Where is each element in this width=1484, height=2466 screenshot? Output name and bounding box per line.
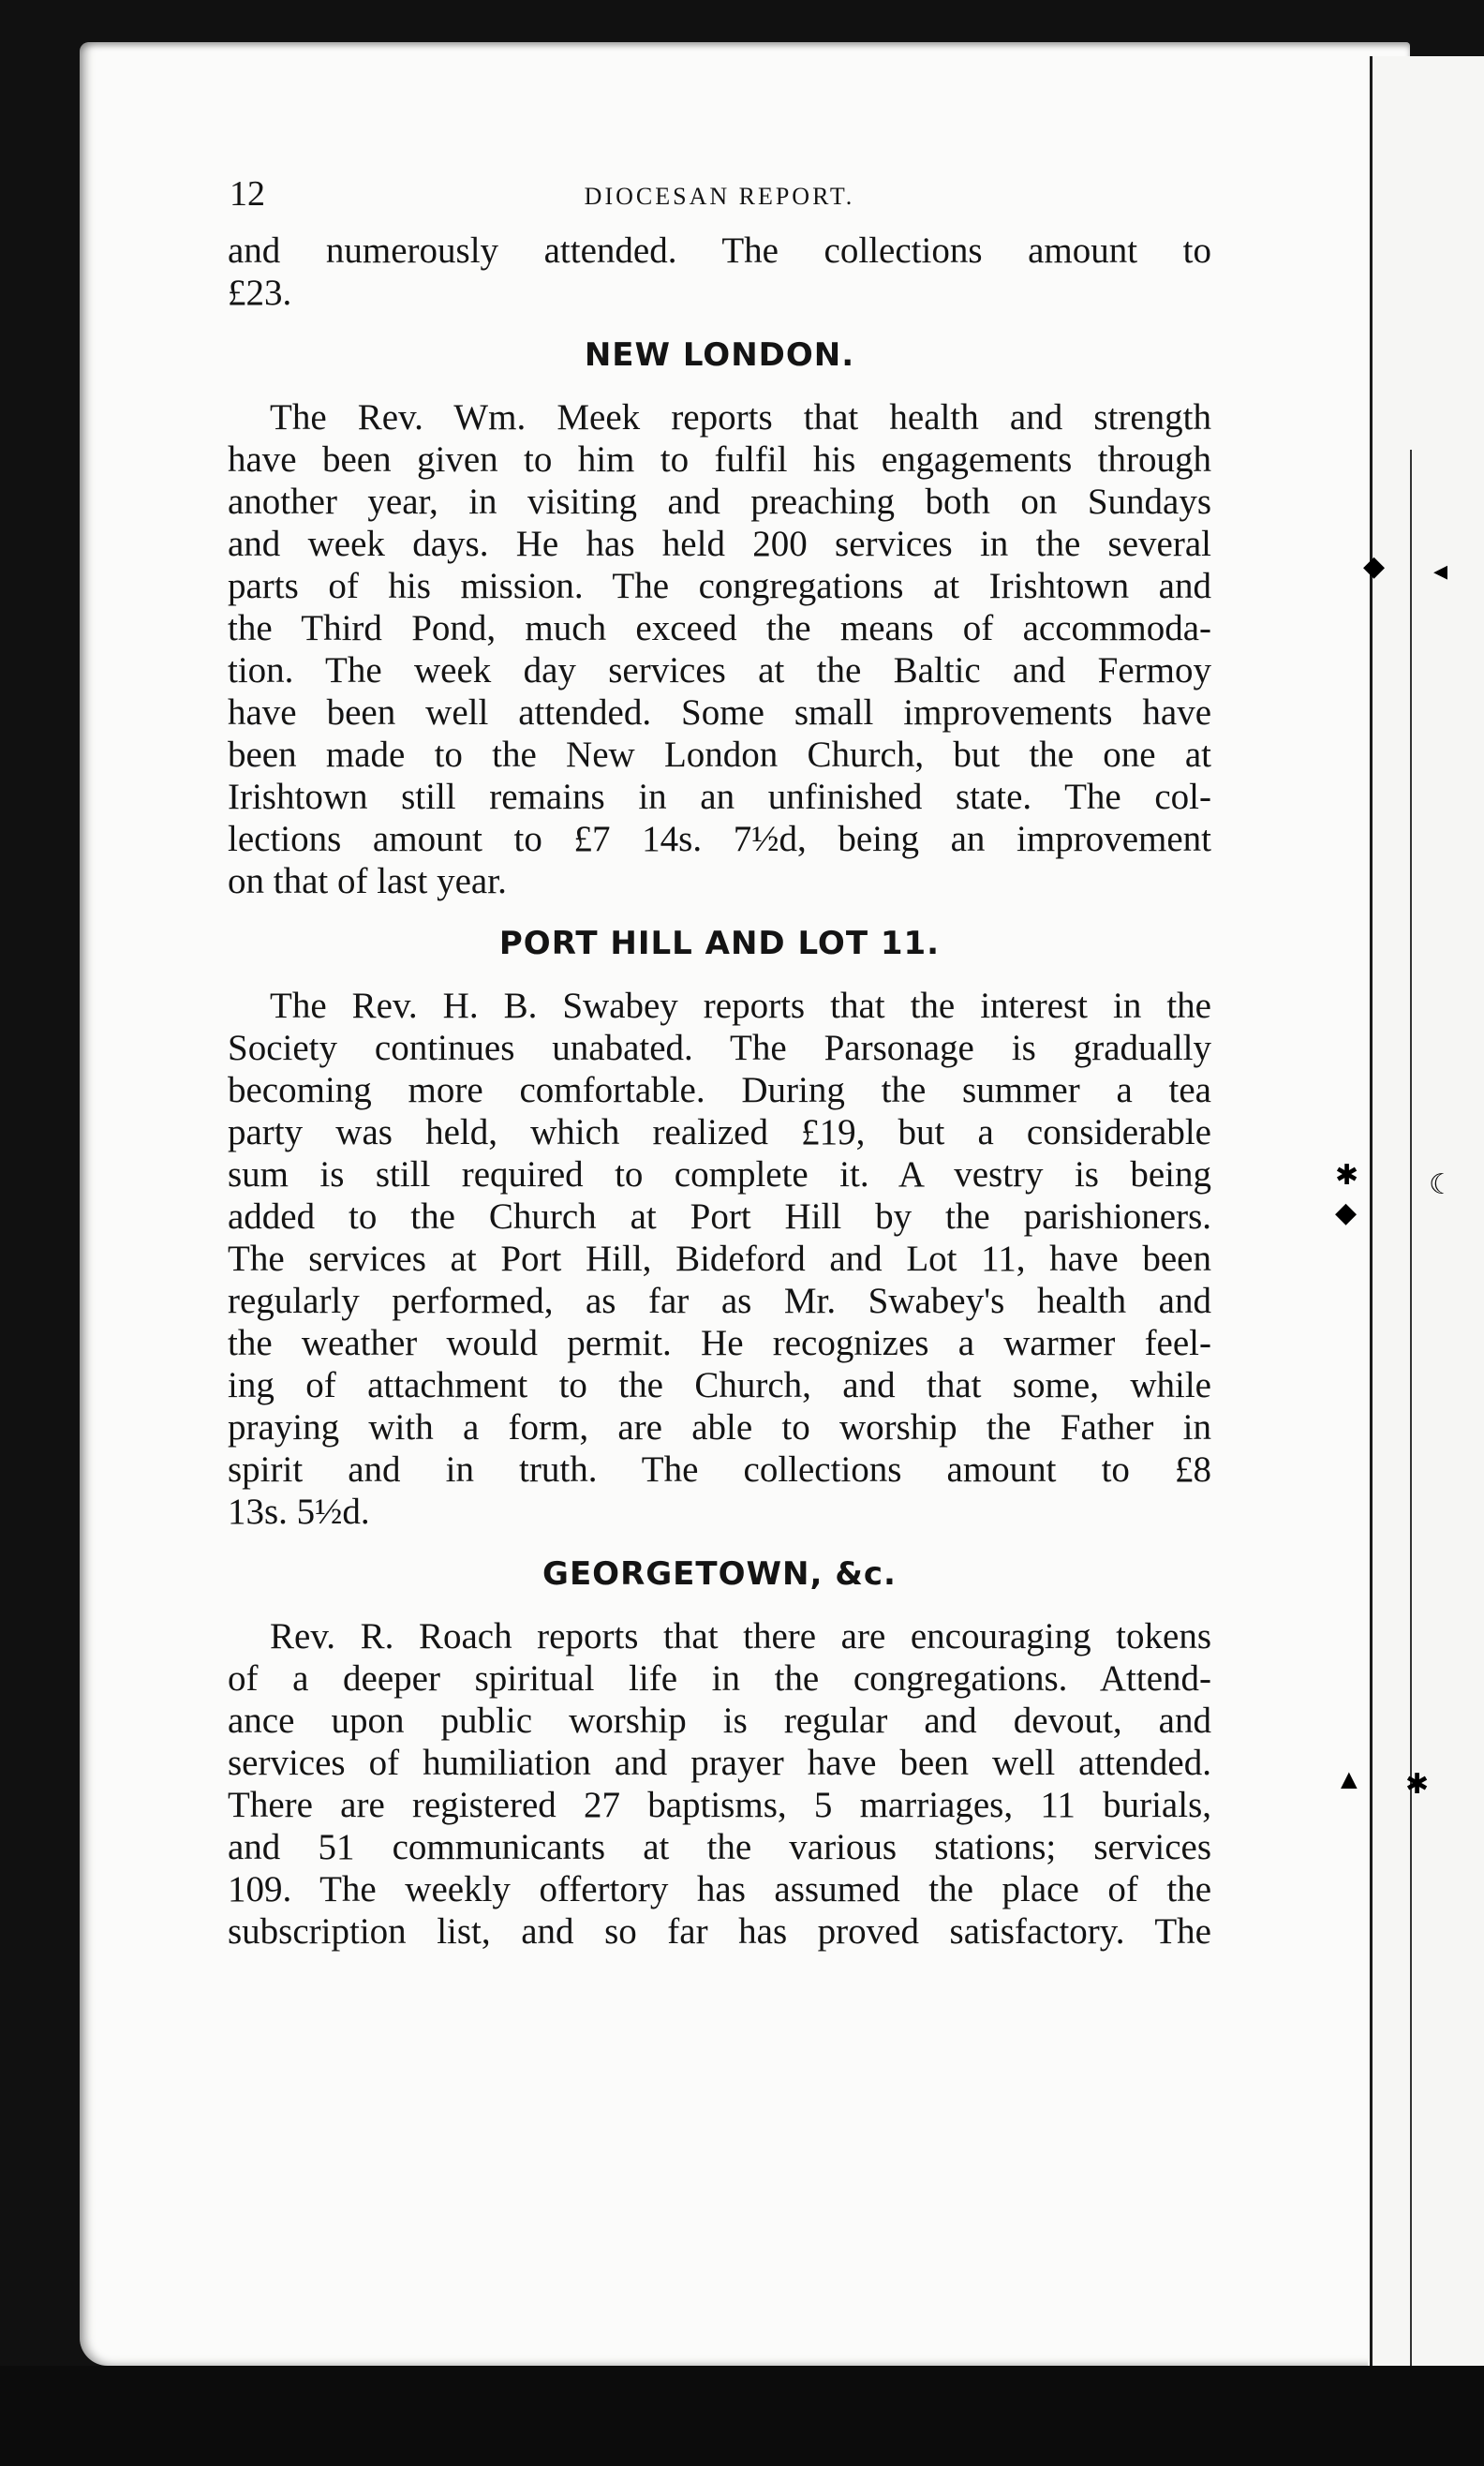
text-line: services of humiliation and prayer have been well attended. <box>228 1743 1211 1783</box>
text-line: spirit and in truth. The collections amount to £8 <box>228 1449 1211 1490</box>
text-line: lections amount to £7 14s. 7½d, being an improvement <box>228 819 1211 859</box>
page-fold-line-inner <box>1410 450 1412 2399</box>
text-line: The services at Port Hill, Bideford and Lot 11, have been <box>228 1239 1211 1279</box>
text-line: of a deeper spiritual life in the congregations. Attend- <box>228 1658 1211 1699</box>
text-line: have been well attended. Some small improvements have <box>228 692 1211 733</box>
running-head <box>228 173 1211 230</box>
text-line: been made to the New London Church, but the one at <box>228 735 1211 775</box>
section-heading-new-london: NEW LONDON. <box>584 336 855 374</box>
text-line: tion. The week day services at the Baltic and Fermoy <box>228 650 1211 691</box>
text-line: another year, in visiting and preaching both on Sundays <box>228 482 1211 522</box>
paragraph-georgetown <box>228 1615 1211 1953</box>
page-fold-line <box>1370 56 1373 2370</box>
text-line: Rev. R. Roach reports that there are encouraging tokens <box>270 1616 1211 1656</box>
scan-speck: ✱ <box>1405 1769 1430 1800</box>
text-line: ance upon public worship is regular and devout, and <box>228 1701 1211 1741</box>
text-line: Society continues unabated. The Parsonage is gradually <box>228 1028 1211 1068</box>
text-line: sum is still required to complete it. A vestry is being <box>228 1154 1211 1195</box>
paragraph-new-london <box>228 396 1211 902</box>
text-line: and week days. He has held 200 services in the several <box>228 524 1211 564</box>
text-line: There are registered 27 baptisms, 5 marriages, 11 burials, <box>228 1785 1211 1825</box>
text-line: party was held, which realized £19, but a considerable <box>228 1112 1211 1152</box>
scan-speck: ☾ <box>1429 1169 1454 1200</box>
section-heading-port-hill: PORT HILL AND LOT 11. <box>498 925 941 962</box>
text-line: subscription list, and so far has proved satisfactory. The <box>228 1911 1211 1952</box>
section-heading-georgetown: GEORGETOWN, &c. <box>542 1555 897 1593</box>
scan-bottom-border <box>0 2366 1484 2466</box>
text-line: added to the Church at Port Hill by the parishioners. <box>228 1196 1211 1237</box>
text-line: parts of his mission. The congregations at Irishtown and <box>228 566 1211 606</box>
scan-speck: ✱ <box>1335 1160 1359 1191</box>
text-line: and 51 communicants at the various stations; services <box>228 1827 1211 1867</box>
text-line: 109. The weekly offertory has assumed the place of the <box>228 1869 1211 1909</box>
text-line: 13s. 5½d. <box>228 1492 370 1532</box>
text-line: £23. <box>228 273 292 313</box>
scan-speck: ◆ <box>1363 551 1386 582</box>
paragraph-continuation <box>228 230 1211 314</box>
page-number: 12 <box>230 174 265 214</box>
scan-speck: ◆ <box>1335 1197 1358 1228</box>
text-line: the weather would permit. He recognizes a warmer feel- <box>228 1323 1211 1363</box>
page-header-title: DIOCESAN REPORT. <box>584 183 855 210</box>
scan-speck: ▲ <box>1335 1764 1363 1795</box>
paragraph-port-hill <box>228 985 1211 1533</box>
text-line: The Rev. H. B. Swabey reports that the interest in the <box>270 986 1211 1026</box>
text-line: on that of last year. <box>228 861 507 901</box>
text-line: The Rev. Wm. Meek reports that health and strength <box>270 397 1211 438</box>
text-line: Irishtown still remains in an unfinished state. The col- <box>228 777 1211 817</box>
adjacent-page-edge <box>1368 56 1484 2466</box>
text-line: regularly performed, as far as Mr. Swabey's health and <box>228 1281 1211 1321</box>
text-line: ing of attachment to the Church, and that some, while <box>228 1365 1211 1405</box>
text-line: becoming more comfortable. During the summer a tea <box>228 1070 1211 1110</box>
text-line: the Third Pond, much exceed the means of accommoda- <box>228 608 1211 648</box>
text-line: have been given to him to fulfil his engagements through <box>228 439 1211 480</box>
page-text <box>228 173 1211 1953</box>
scan-speck: ◂ <box>1433 556 1448 587</box>
text-line: and numerously attended. The collections amount to <box>228 230 1211 271</box>
text-line: praying with a form, are able to worship the Father in <box>228 1407 1211 1448</box>
